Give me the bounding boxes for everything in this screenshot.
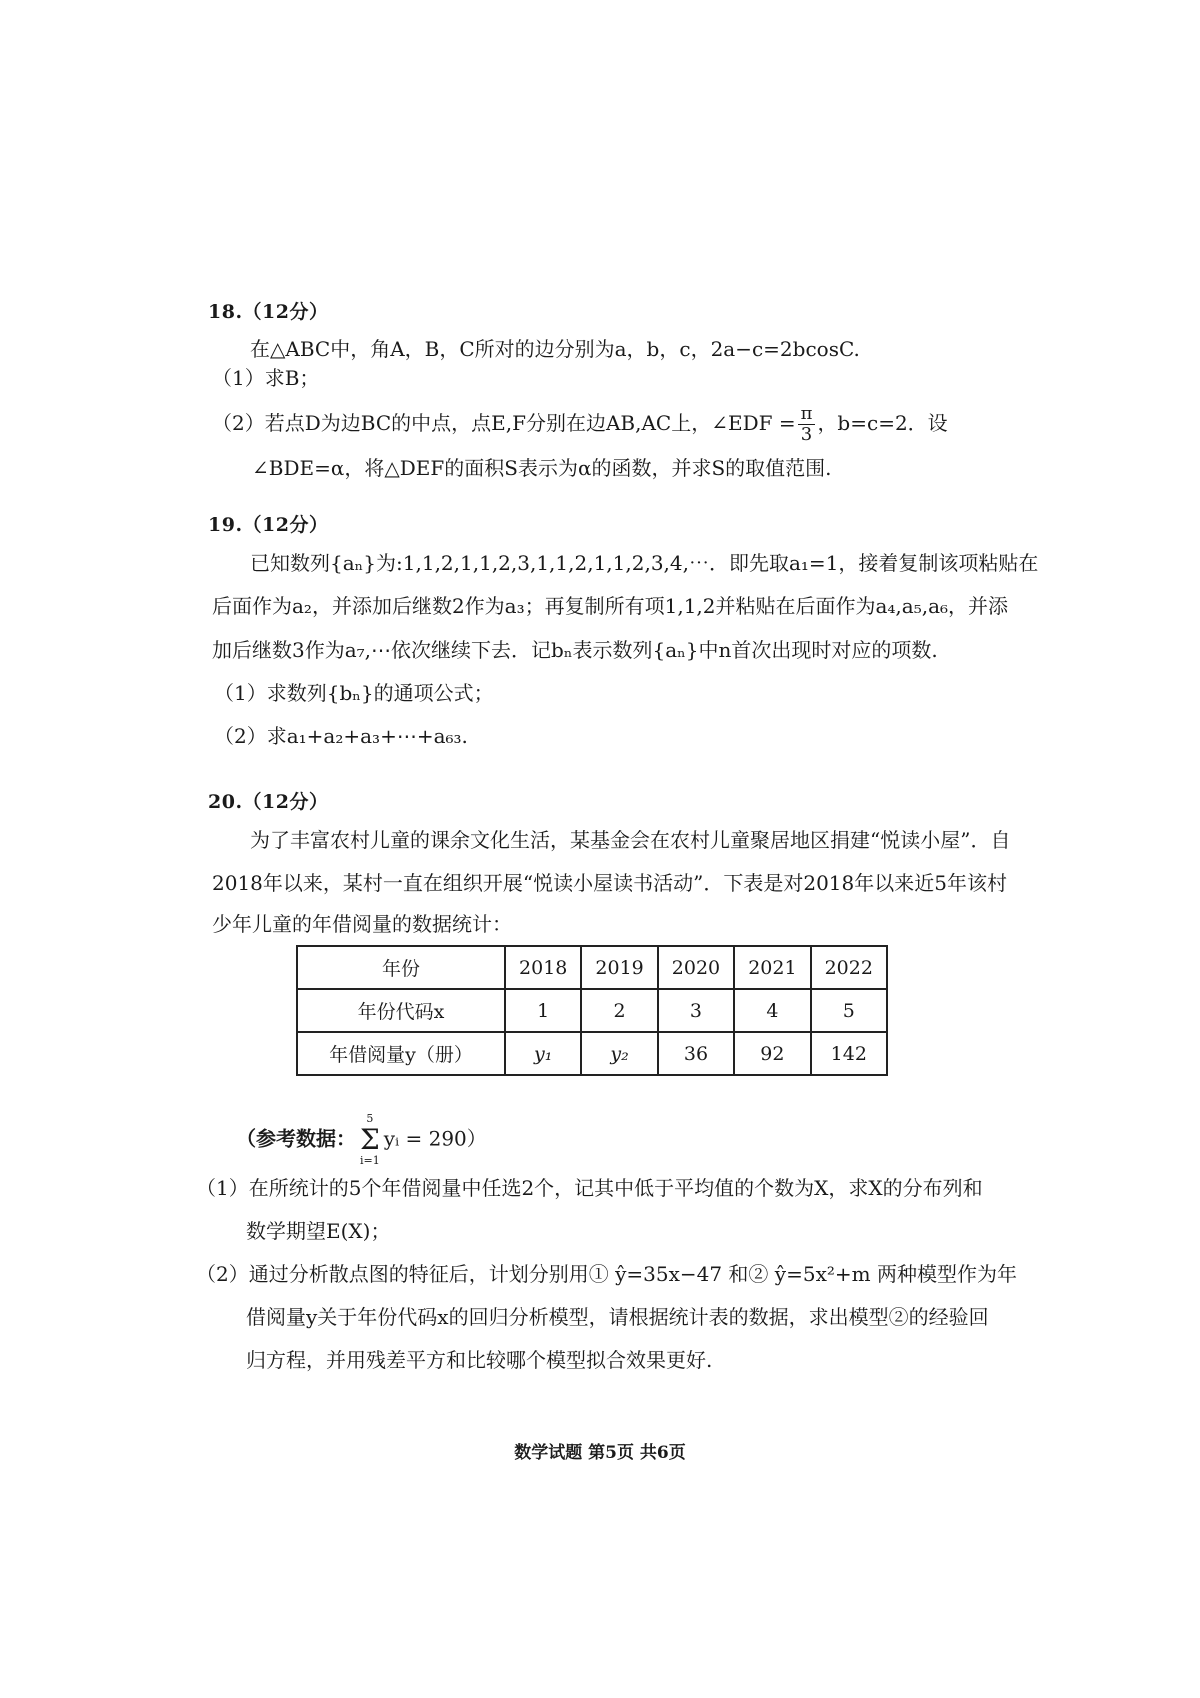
table-cell: 2020 (658, 946, 734, 989)
table-cell: 2019 (581, 946, 657, 989)
table-cell: 1 (505, 989, 581, 1032)
pi-over-three-fraction (798, 404, 816, 445)
row-label-year: 年份 (297, 946, 505, 989)
q20-part2-line1: （2）通过分析散点图的特征后，计划分别用① ŷ=35x−47 和② ŷ=5x²+m 两种模型作为年 (196, 1262, 1017, 1286)
table-cell: 36 (658, 1032, 734, 1075)
table-cell: 2 (581, 989, 657, 1032)
borrowing-stats-table (296, 945, 888, 1076)
summation-sign (360, 1112, 380, 1168)
q20-part1-line2: 数学期望E(X)； (246, 1219, 391, 1243)
table-row-year (297, 946, 887, 989)
q20-part1-line1: （1）在所统计的5个年借阅量中任选2个，记其中低于平均值的个数为X，求X的分布列和 (196, 1176, 983, 1200)
sum-lower-limit: i=1 (360, 1154, 380, 1167)
q19-part1: （1）求数列{bₙ}的通项公式； (214, 681, 494, 705)
page-footer: 数学试题 第5页 共6页 (514, 1443, 686, 1463)
q20-line2: 2018年以来，某村一直在组织开展“悦读小屋读书活动”．下表是对2018年以来近5年该村 (212, 871, 1007, 895)
sigma-icon: Σ (360, 1123, 380, 1156)
fraction-denominator: 3 (800, 424, 813, 445)
q18-part2-text-a: （2）若点D为边BC的中点，点E,F分别在边AB,AC上，∠EDF = (212, 411, 796, 435)
q20-reference-data (236, 1112, 487, 1168)
q19-part2: （2）求a₁+a₂+a₃+⋯+a₆₃. (214, 724, 468, 748)
reference-expression: yᵢ = 290 (383, 1126, 467, 1151)
q20-line3: 少年儿童的年借阅量的数据统计： (212, 912, 512, 936)
table-cell: 2022 (811, 946, 887, 989)
table-cell: 4 (734, 989, 810, 1032)
table-cell: 2018 (505, 946, 581, 989)
q19-line1: 已知数列{aₙ}为:1,1,2,1,1,2,3,1,1,2,1,1,2,3,4,⋯．即先取a₁=1，接着复制该项粘贴在 (250, 551, 1039, 575)
table-cell: 92 (734, 1032, 810, 1075)
reference-suffix: ） (466, 1126, 487, 1151)
q18-part2-text-b: ，b=c=2．设 (817, 411, 948, 435)
reference-prefix: （参考数据： (236, 1126, 356, 1151)
table-cell: 142 (811, 1032, 887, 1075)
q20-part2-line2: 借阅量y关于年份代码x的回归分析模型，请根据统计表的数据，求出模型②的经验回 (246, 1305, 989, 1329)
table-row-borrow (297, 1032, 887, 1075)
row-label-code: 年份代码x (297, 989, 505, 1032)
q18-heading: 18.（12分） (208, 301, 329, 323)
table-cell: y₁ (505, 1032, 581, 1075)
fraction-numerator: π (798, 404, 816, 425)
row-label-borrow: 年借阅量y（册） (297, 1032, 505, 1075)
q20-heading: 20.（12分） (208, 791, 329, 813)
q19-line2: 后面作为a₂，并添加后继数2作为a₃；再复制所有项1,1,2并粘贴在后面作为a₄,a₅,a₆，并添 (212, 594, 1009, 618)
q20-part2-line3: 归方程，并用残差平方和比较哪个模型拟合效果更好. (246, 1348, 713, 1372)
table-row-code (297, 989, 887, 1032)
table-cell: y₂ (581, 1032, 657, 1075)
table-cell: 5 (811, 989, 887, 1032)
q18-stem: 在△ABC中，角A，B，C所对的边分别为a，b，c，2a−c=2bcosC. (250, 337, 860, 361)
q19-line3: 加后继数3作为a₇,⋯依次继续下去．记bₙ表示数列{aₙ}中n首次出现时对应的项数. (212, 638, 938, 662)
sum-upper-limit: 5 (366, 1112, 374, 1125)
q20-line1: 为了丰富农村儿童的课余文化生活，某基金会在农村儿童聚居地区捐建“悦读小屋”．自 (250, 828, 1011, 852)
q18-part1: （1）求B； (212, 366, 320, 390)
q19-heading: 19.（12分） (208, 514, 329, 536)
table-cell: 2021 (734, 946, 810, 989)
q18-part2-line2: ∠BDE=α，将△DEF的面积S表示为α的函数，并求S的取值范围. (252, 456, 832, 480)
q18-part2-line1 (212, 404, 948, 445)
table-cell: 3 (658, 989, 734, 1032)
